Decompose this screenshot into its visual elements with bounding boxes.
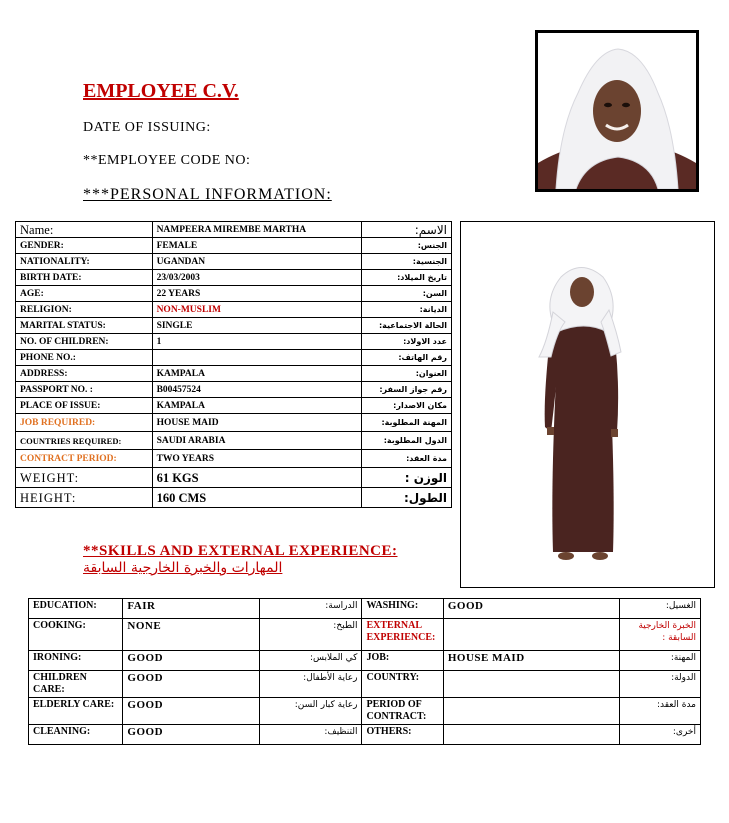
table-row — [16, 398, 452, 414]
field-value: 160 CMS — [152, 488, 361, 508]
table-row — [16, 254, 452, 270]
field-value: UGANDAN — [152, 254, 361, 270]
experience-label-arabic: المهنة: — [619, 651, 700, 671]
field-label-arabic: الاسم: — [361, 222, 451, 238]
experience-value: GOOD — [443, 599, 619, 619]
full-body-illustration — [461, 222, 714, 587]
table-row — [16, 414, 452, 432]
skill-label: CLEANING: — [29, 725, 123, 745]
field-value: KAMPALA — [152, 398, 361, 414]
field-value: SAUDI ARABIA — [152, 432, 361, 450]
field-value: FEMALE — [152, 238, 361, 254]
employee-code-label: **EMPLOYEE CODE NO: — [83, 153, 251, 168]
field-label-arabic: رقم جواز السفر: — [361, 382, 451, 398]
experience-label-arabic: الدولة: — [619, 671, 700, 698]
skill-label: IRONING: — [29, 651, 123, 671]
table-row — [16, 302, 452, 318]
field-label: HEIGHT: — [16, 488, 153, 508]
table-row — [16, 488, 452, 508]
field-label-arabic: رقم الهاتف: — [361, 350, 451, 366]
table-row — [16, 468, 452, 488]
field-label: PASSPORT NO. : — [16, 382, 153, 398]
field-label: AGE: — [16, 286, 153, 302]
skills-heading-arabic: المهارات والخبرة الخارجية السابقة — [83, 560, 283, 576]
experience-value — [443, 619, 619, 651]
table-row — [29, 725, 701, 745]
table-row — [29, 651, 701, 671]
field-value: TWO YEARS — [152, 450, 361, 468]
skills-heading: **SKILLS AND EXTERNAL EXPERIENCE: — [83, 543, 398, 559]
field-label-arabic: المهنة المطلوبة: — [361, 414, 451, 432]
field-label: NO. OF CHILDREN: — [16, 334, 153, 350]
skill-value: GOOD — [123, 651, 260, 671]
field-label-arabic: الطول: — [361, 488, 451, 508]
table-row — [29, 671, 701, 698]
portrait-illustration — [538, 33, 696, 189]
date-of-issuing-label: DATE OF ISSUING: — [83, 120, 211, 135]
table-row — [16, 366, 452, 382]
experience-label: OTHERS: — [362, 725, 443, 745]
field-value: 22 YEARS — [152, 286, 361, 302]
skill-label-arabic: الدراسة: — [260, 599, 362, 619]
field-value: NON-MUSLIM — [152, 302, 361, 318]
personal-info-heading: ***PERSONAL INFORMATION: — [83, 186, 332, 203]
skills-table — [28, 598, 701, 745]
field-label: PLACE OF ISSUE: — [16, 398, 153, 414]
field-label-arabic: عدد الاولاد: — [361, 334, 451, 350]
table-row — [16, 450, 452, 468]
field-value: B00457524 — [152, 382, 361, 398]
field-label: NATIONALITY: — [16, 254, 153, 270]
experience-label: PERIOD OF CONTRACT: — [362, 698, 443, 725]
personal-info-table — [15, 221, 452, 508]
skill-label: EDUCATION: — [29, 599, 123, 619]
skill-label-arabic: التنظيف: — [260, 725, 362, 745]
full-body-photo — [460, 221, 715, 588]
skill-value: NONE — [123, 619, 260, 651]
skill-label: CHILDREN CARE: — [29, 671, 123, 698]
field-label-arabic: السن: — [361, 286, 451, 302]
field-label: COUNTRIES REQUIRED: — [16, 432, 153, 450]
experience-value — [443, 671, 619, 698]
skill-label-arabic: الطبخ: — [260, 619, 362, 651]
table-row — [16, 350, 452, 366]
field-value — [152, 350, 361, 366]
field-label: PHONE NO.: — [16, 350, 153, 366]
experience-value — [443, 725, 619, 745]
field-label-arabic: العنوان: — [361, 366, 451, 382]
field-label-arabic: تاريخ الميلاد: — [361, 270, 451, 286]
skill-value: GOOD — [123, 698, 260, 725]
table-row — [16, 334, 452, 350]
experience-label: WASHING: — [362, 599, 443, 619]
experience-label-arabic: مدة العقد: — [619, 698, 700, 725]
table-row — [16, 382, 452, 398]
field-label: RELIGION: — [16, 302, 153, 318]
table-row — [16, 270, 452, 286]
portrait-photo — [535, 30, 699, 192]
field-value: 1 — [152, 334, 361, 350]
field-value: HOUSE MAID — [152, 414, 361, 432]
table-row — [16, 318, 452, 334]
experience-label: EXTERNAL EXPERIENCE: — [362, 619, 443, 651]
field-value: 61 KGS — [152, 468, 361, 488]
field-label: CONTRACT PERIOD: — [16, 450, 153, 468]
skill-value: GOOD — [123, 725, 260, 745]
skill-label-arabic: كي الملابس: — [260, 651, 362, 671]
field-label: BIRTH DATE: — [16, 270, 153, 286]
field-label-arabic: الجنسية: — [361, 254, 451, 270]
skill-label: ELDERLY CARE: — [29, 698, 123, 725]
field-label-arabic: الجنس: — [361, 238, 451, 254]
field-label-arabic: مكان الاصدار: — [361, 398, 451, 414]
experience-label: COUNTRY: — [362, 671, 443, 698]
experience-value: HOUSE MAID — [443, 651, 619, 671]
experience-label-arabic: أخرى: — [619, 725, 700, 745]
skill-value: GOOD — [123, 671, 260, 698]
field-label-arabic: الحالة الاجتماعية: — [361, 318, 451, 334]
skill-label-arabic: رعاية كبار السن: — [260, 698, 362, 725]
skill-value: FAIR — [123, 599, 260, 619]
table-row — [16, 238, 452, 254]
experience-value — [443, 698, 619, 725]
skill-label-arabic: رعاية الأطفال: — [260, 671, 362, 698]
field-value: KAMPALA — [152, 366, 361, 382]
table-row — [29, 698, 701, 725]
table-row — [16, 432, 452, 450]
field-label-arabic: الدول المطلوبة: — [361, 432, 451, 450]
field-label-arabic: مدة العقد: — [361, 450, 451, 468]
table-row — [29, 599, 701, 619]
field-value: 23/03/2003 — [152, 270, 361, 286]
table-row — [16, 222, 452, 238]
field-value: SINGLE — [152, 318, 361, 334]
field-label: GENDER: — [16, 238, 153, 254]
field-label-arabic: الوزن : — [361, 468, 451, 488]
experience-label-arabic: الغسيل: — [619, 599, 700, 619]
field-label: WEIGHT: — [16, 468, 153, 488]
table-row — [16, 286, 452, 302]
field-label: MARITAL STATUS: — [16, 318, 153, 334]
skill-label: COOKING: — [29, 619, 123, 651]
experience-label: JOB: — [362, 651, 443, 671]
field-value: NAMPEERA MIREMBE MARTHA — [152, 222, 361, 238]
field-label: Name: — [16, 222, 153, 238]
table-row — [29, 619, 701, 651]
cv-title: EMPLOYEE C.V. — [83, 80, 239, 102]
field-label: ADDRESS: — [16, 366, 153, 382]
field-label-arabic: الديانة: — [361, 302, 451, 318]
field-label: JOB REQUIRED: — [16, 414, 153, 432]
experience-label-arabic: الخبرة الخارجية السابقة : — [619, 619, 700, 651]
